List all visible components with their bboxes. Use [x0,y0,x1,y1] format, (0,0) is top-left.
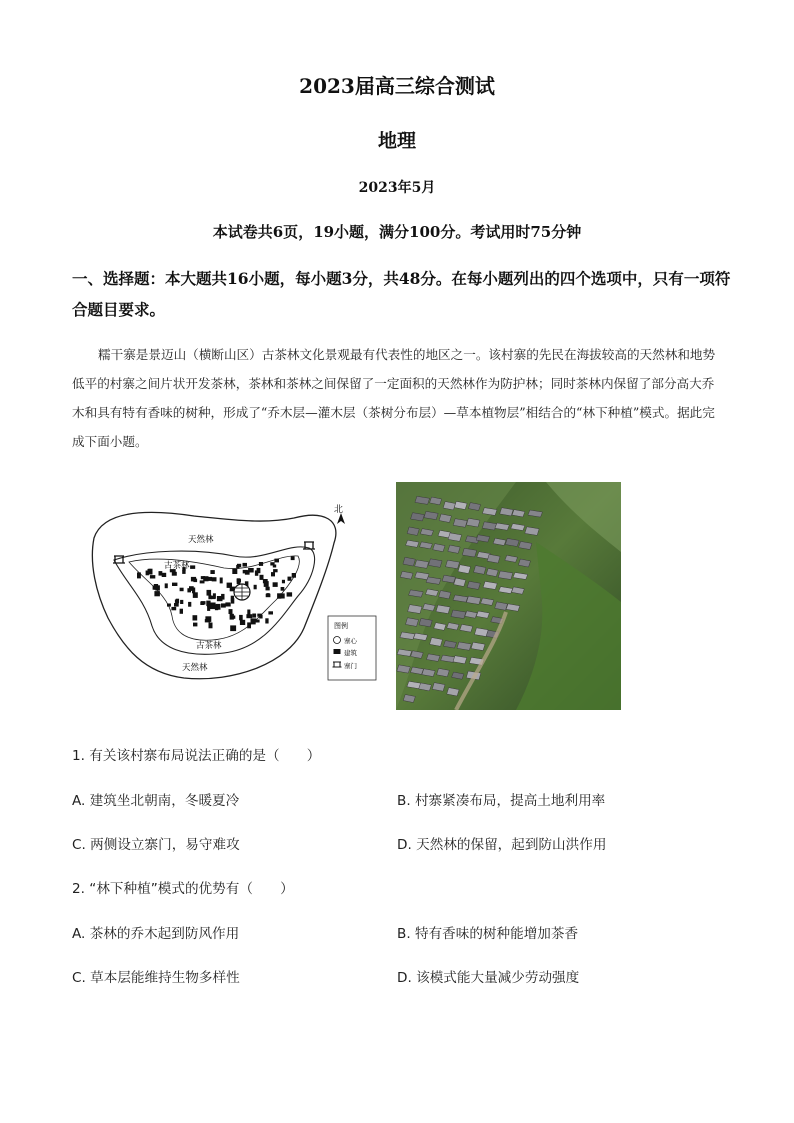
aerial-photo-svg [396,482,621,710]
building-block [174,603,179,607]
building-block [255,570,258,575]
building-block [271,572,275,576]
building-block [231,598,234,603]
building-block [259,562,263,566]
building-block [254,585,257,590]
building-block [247,622,251,628]
building-block [154,584,158,590]
building-block [210,570,214,574]
building-block [172,572,177,576]
building-block [274,559,279,563]
building-block [236,565,239,569]
question-2-option-c[interactable]: C. 草本层能维持生物多样性 [72,970,240,986]
building-block [266,587,270,591]
legend-building-icon [334,649,341,654]
building-block [252,614,256,618]
village-map-svg [84,498,380,684]
building-block [237,579,241,583]
question-1-option-d[interactable]: D. 天然林的保留，起到防山洪作用 [397,837,607,853]
building-block [229,609,233,614]
building-block [188,602,191,607]
section-heading: 一、选择题：本大题共16小题，每小题3分，共48分。在每小题列出的四个选项中，只有一项符合题目要求。 [72,269,731,319]
building-block [146,571,149,576]
building-block [193,579,197,583]
building-block [273,569,278,572]
building-block [212,604,217,607]
question-2-stem: 2. “林下种植”模式的优势有（ ） [72,881,294,897]
legend-gate-label: 寨门 [344,662,357,670]
village-map [84,498,380,684]
building-block [230,614,234,620]
exam-info: 本试卷共6页，19小题，满分100分。考试用时75分钟 [212,223,582,241]
building-block [180,600,183,604]
building-block [190,565,195,569]
question-1-stem: 1. 有关该村寨布局说法正确的是（ ） [72,748,321,764]
building-block [172,583,177,586]
village-aerial-photo [396,482,621,710]
question-2-option-a[interactable]: A. 茶林的乔木起到防风作用 [72,926,240,942]
label-natural-forest-bottom: 天然林 [182,663,208,673]
legend-center-icon [334,637,341,644]
building-block [266,594,271,598]
building-block [288,577,292,581]
exam-title: 2023届高三综合测试 [299,74,495,98]
question-2-option-d[interactable]: D. 该模式能大量减少劳动强度 [397,970,580,986]
building-block [165,583,168,588]
building-block [240,620,245,625]
building-block [291,556,295,560]
building-block [268,611,273,614]
legend-title: 图例 [334,622,348,630]
exam-date: 2023年5月 [358,180,436,196]
building-block [248,568,254,573]
building-block [243,570,248,574]
building-block [211,596,215,599]
question-1-option-a[interactable]: A. 建筑坐北朝南，冬暖夏冷 [72,793,240,809]
question-1-option-b[interactable]: B. 村寨紧凑布局，提高土地利用率 [397,793,606,809]
building-block [257,614,262,617]
building-block [205,619,210,622]
building-block [264,581,269,587]
building-block [273,582,278,587]
subject-title: 地理 [377,130,416,152]
building-block [167,604,171,607]
building-block [137,572,141,578]
building-block [162,573,167,577]
building-block [154,591,160,596]
building-block [189,586,194,591]
building-block [270,562,274,565]
building-block [171,607,176,610]
building-block [175,600,178,603]
building-block [212,577,217,581]
building-block [265,618,268,623]
north-label: 北 [334,505,344,515]
building-block [243,563,248,567]
building-block [282,580,285,584]
building-block [193,623,197,627]
building-block [193,592,198,598]
building-block [260,575,264,580]
legend-building-label: 建筑 [344,649,357,657]
building-block [247,610,250,615]
reading-passage: 糯干寨是景迈山（横断山区）古茶林文化景观最有代表性的地区之一。该村寨的先民在海拔较高的天然林和地势低平的村寨之间片状开发茶林，茶林和茶林之间保留了一定面积的天然林作为防护林；同时茶林内保留了部分高大乔木和具有特有香味的树种，形成了“乔木层—灌木层（茶树分布层）—草本植物层”相结合的“林下种植”模式。据此完成下面小题。 [72,347,716,449]
building-block [200,580,205,583]
building-block [180,609,183,614]
building-block [193,615,198,620]
building-block [207,606,210,611]
label-tea-forest-top: 古茶林 [164,561,190,571]
building-block [201,601,206,604]
building-block [277,593,281,598]
building-block [281,587,285,591]
building-block [209,623,213,629]
building-block [217,596,223,601]
building-block [292,573,296,578]
building-block [207,590,212,596]
question-2-option-b[interactable]: B. 特有香味的树种能增加茶香 [397,926,579,942]
building-block [220,578,223,584]
label-natural-forest-top: 天然林 [188,535,214,545]
building-block [221,603,226,607]
label-tea-forest-bottom: 古茶林 [196,641,222,651]
legend-center-label: 寨心 [344,637,357,645]
question-1-option-c[interactable]: C. 两侧设立寨门，易守难攻 [72,837,240,853]
building-block [239,615,243,620]
building-block [254,620,260,623]
building-block [232,569,237,574]
building-block [287,592,293,596]
building-block [180,588,184,592]
building-block [225,602,230,606]
building-block [150,575,155,578]
building-block [230,625,236,631]
